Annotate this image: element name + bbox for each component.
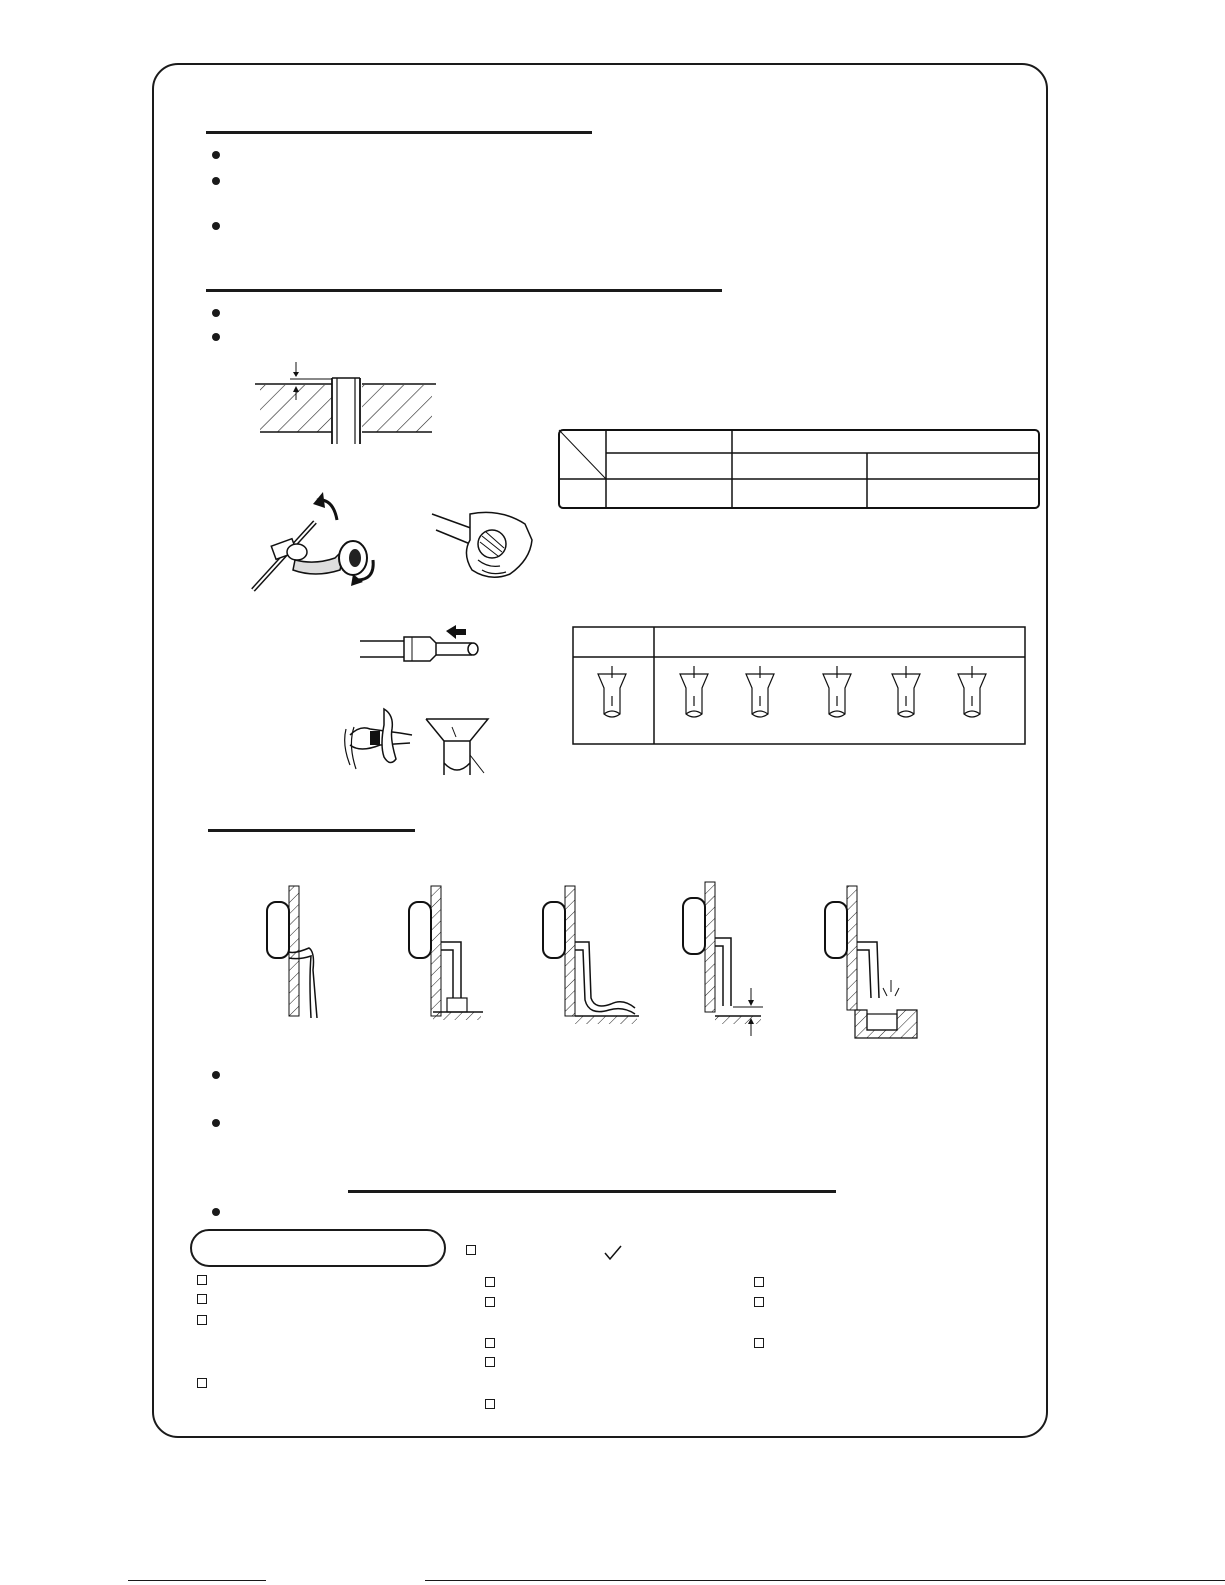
- flaring-tool-illustration: [340, 705, 420, 773]
- section-4-heading-rule: [348, 1190, 836, 1193]
- checklist-checkbox[interactable]: [485, 1357, 495, 1367]
- drain-hose-routing-diagrams: [255, 880, 935, 1040]
- section-2-bullet: [212, 333, 220, 341]
- checklist-checkbox[interactable]: [754, 1277, 764, 1287]
- checklist-checkbox[interactable]: [485, 1277, 495, 1287]
- checklist-heading-pill: [190, 1229, 446, 1267]
- section-1-bullet: [212, 177, 220, 185]
- checklist-checkbox[interactable]: [197, 1294, 207, 1304]
- section-1-bullet: [212, 222, 220, 230]
- checklist-checkbox[interactable]: [197, 1378, 207, 1388]
- flare-nut-pipe-illustration: [360, 625, 485, 670]
- pipe-wall-section-diagram: [250, 360, 440, 450]
- checklist-checkbox[interactable]: [754, 1297, 764, 1307]
- checklist-checkbox[interactable]: [197, 1315, 207, 1325]
- flare-cone-section-illustration: [422, 715, 492, 777]
- checklist-checkbox[interactable]: [754, 1338, 764, 1348]
- footer-divider: [425, 1580, 1225, 1581]
- section-3-bullet: [212, 1119, 220, 1127]
- checklist-checkbox[interactable]: [466, 1245, 476, 1255]
- flare-dimension-table: [558, 429, 1041, 511]
- checklist-checkbox[interactable]: [485, 1338, 495, 1348]
- pipe-cutter-illustration: [245, 490, 395, 600]
- section-2-heading-rule: [206, 289, 722, 292]
- checklist-checkbox[interactable]: [485, 1399, 495, 1409]
- checkmark-icon: [603, 1245, 623, 1261]
- section-3-heading-rule: [208, 829, 415, 832]
- checklist-checkbox[interactable]: [485, 1297, 495, 1307]
- footer-link-underline: [128, 1580, 266, 1581]
- checklist-checkbox[interactable]: [197, 1275, 207, 1285]
- flare-quality-table: [572, 626, 1027, 746]
- hand-holding-pipe-illustration: [430, 510, 540, 585]
- section-2-bullet: [212, 309, 220, 317]
- section-3-bullet: [212, 1071, 220, 1079]
- section-1-heading-rule: [206, 131, 592, 134]
- section-4-bullet: [212, 1208, 220, 1216]
- section-1-bullet: [212, 151, 220, 159]
